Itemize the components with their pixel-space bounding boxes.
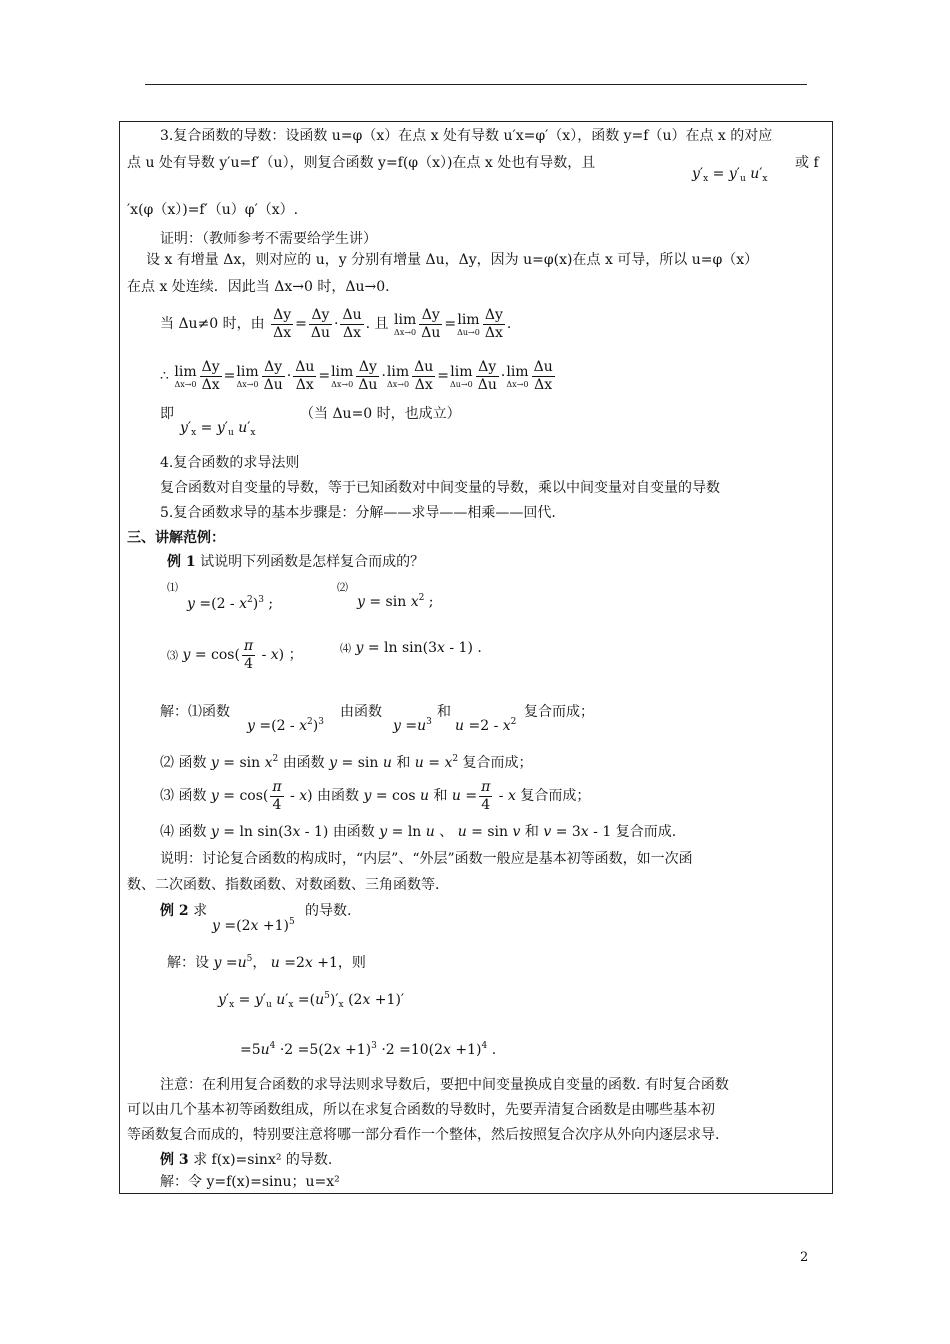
ex3-sol: 解：令 y=f(x)=sinu；u=x²	[160, 1174, 340, 1190]
sol3-a: ⑶ 函数	[160, 788, 207, 804]
ex1-note-line2: 数、二次函数、指数函数、对数函数、三角函数等.	[127, 877, 440, 893]
fraction-du-dx: $\frac{\Delta u}{\Delta x}$	[342, 306, 362, 341]
proof-line1: 设 x 有增量 Δx，则对应的 u，y 分别有增量 Δu，Δy，因为 u=φ(x)在点 x 可导，所以 u=φ（x）	[146, 252, 759, 268]
proof-title: 证明：（教师参考不需要给学生讲）	[160, 231, 377, 247]
sol2-a: ⑵ 函数	[160, 755, 207, 771]
examples-heading: 三、讲解范例：	[127, 530, 225, 546]
q2-label: ⑵	[337, 581, 348, 594]
sec5-text: 5.复合函数求导的基本步骤是：分解——求导——相乘——回代.	[160, 505, 556, 521]
header-rule	[145, 84, 807, 85]
therefore-symbol: ∴	[160, 368, 169, 384]
sec3-line3: ′x(φ（x）)=f′（u）φ′（x）.	[127, 202, 299, 218]
chain-rule-formula: $y'_x = y'_u$ $u'_x$	[692, 166, 768, 184]
proof-line2: 在点 x 处连续．因此当 Δx→0 时，Δu→0.	[127, 279, 390, 295]
sec3-line2-or: 或 f	[795, 155, 819, 171]
sol1-f3: $u =2 - x^2$	[455, 717, 517, 734]
sol3-d: 复合而成；	[520, 788, 591, 804]
ex2-title: 例 2	[160, 903, 189, 919]
sec4-body: 复合函数对自变量的导数，等于已知函数对中间变量的导数，乘以中间变量对自变量的导数	[160, 480, 720, 496]
sol1-f2: $y =u^3$	[393, 717, 432, 734]
sec3-line2	[127, 153, 595, 173]
sol1-mid: 由函数	[340, 704, 382, 720]
ex1-note-line1: 说明：讨论复合函数的构成时，“内层”、“外层”函数一般应是基本初等函数，如一次函	[160, 851, 693, 867]
proof-line3-and: 且	[374, 316, 389, 332]
ex2-sol-then: ，则	[337, 955, 366, 971]
ex2-formula: $y =(2x +1)^5$	[212, 917, 295, 934]
sol3-line: ⑶ 函数 y = cos( $\frac{\pi}{4}$ - x) 由函数 y = cos u 和 u = $\frac{\pi}{4}$ - x 复合而成；	[160, 778, 591, 813]
sol1-f1: $y =(2 - x^2)^3$	[247, 717, 324, 734]
fraction-dy-dx: $\frac{\Delta y}{\Delta x}$	[273, 306, 292, 341]
ex2-sol-line: 解：设 $y =u^5$， u =2x +1，则	[167, 954, 366, 971]
therefore-line: ∴ lim Δx→0 $\frac{\Delta y}{\Delta x}$ = lim Δx→0 $\frac{\Delta y}{\Delta u}$ · $\frac{\Delta u}{\Delta x}$ = lim Δx→0 $\frac{\Delta y}{\Delta u}$ · lim Δx→0 $\frac{\Delta u}{\Delta x}$ = lim Δu→0 $\frac{\Delta y}{\Delta u}$ · lim Δx→0 $\frac{\Delta u}{\Delta x}$	[160, 358, 553, 393]
proof-line3-text: 当 Δu≠0 时，由	[160, 316, 265, 332]
sec3-line1: 3.复合函数的导数：设函数 u=φ（x）在点 x 处有导数 u′x=φ′（x），函数 y=f（u）在点 x 的对应	[160, 128, 773, 144]
sol4-a: ⑷ 函数	[160, 824, 207, 840]
sol1-label: 解：⑴函数	[160, 704, 230, 720]
ex1-question: 试说明下列函数是怎样复合而成的？	[200, 554, 425, 570]
q2-formula: $y = \sin x^2$ ;	[357, 593, 434, 610]
fraction-dy-du: $\frac{\Delta y}{\Delta u}$	[310, 306, 331, 341]
ex3-line	[160, 1150, 332, 1170]
q4-line: ⑷ y = ln sin(3x - 1) .	[340, 640, 482, 656]
note-line3: 等函数复合而成的，特别要注意将哪一部分看作一个整体，然后按照复合次序从外向内逐层求导.	[127, 1127, 720, 1143]
sec4-title: 4.复合函数的求导法则	[160, 455, 300, 471]
ex1-line	[167, 552, 424, 572]
sol1-and: 和	[437, 704, 451, 720]
sol4-line: ⑷ 函数 y = ln sin(3x - 1) 由函数 y = ln u 、 u = sin v 和 v = 3x - 1 复合而成.	[160, 824, 677, 840]
lim-dx-0: lim Δx→0	[393, 311, 417, 337]
sol4-b: 由函数	[332, 824, 375, 840]
q4-label: ⑷	[340, 642, 351, 655]
sol3-c: 和	[433, 788, 448, 804]
ji-note: （当 Δu=0 时，也成立）	[300, 406, 461, 422]
ji-formula: $y'_x = y'_u$ $u'_x$	[180, 420, 256, 438]
proof-line3: 当 Δu≠0 时，由 $\frac{\Delta y}{\Delta x}$ = $\frac{\Delta y}{\Delta u}$ · $\frac{\Delta u}{\Delta x}$ . 且 lim Δx→0 $\frac{\Delta y}{\Delta u}$ = lim Δu→0 $\frac{\Delta y}{\Delta x}$ .	[160, 306, 512, 341]
sol1-line	[160, 702, 230, 722]
sol2-c: 和	[396, 755, 411, 771]
ex3-title: 例 3	[160, 1152, 189, 1168]
q3-line: ⑶ y = cos( $\frac{\pi}{4}$ - x) ；	[167, 637, 303, 672]
sol3-b: 由函数	[317, 788, 360, 804]
ex2-deriv-line2: $=5u^4 \cdot 2 =5(2x +1)^3 \cdot 2 =10(2x +1)^4$ .	[240, 1041, 497, 1058]
ex2-line	[160, 901, 207, 921]
ex1-title: 例 1	[167, 554, 196, 570]
ex2-deriv-line1: $y'_x = y'_u$ $u'_x =(u^5)'_x$ (2x +1)′	[218, 991, 405, 1010]
sol4-c: 、	[439, 824, 454, 840]
note-line1: 注意：在利用复合函数的求导法则求导数后，要把中间变量换成自变量的函数. 有时复合函数	[160, 1077, 729, 1093]
ji-label: 即	[160, 406, 174, 422]
ex2-sol: 解：设	[167, 955, 209, 971]
sec3-line2-text: 点 u 处有导数 y′u=f′（u），则复合函数 y=f(φ（x）)在点 x 处也有导数，且	[127, 155, 596, 171]
sol2-b: 由函数	[282, 755, 325, 771]
ex3-ask: 求 f(x)=sinx² 的导数.	[193, 1152, 333, 1168]
page-number: 2	[800, 1250, 809, 1265]
q3-label: ⑶	[167, 649, 178, 662]
note-line2: 可以由几个基本初等函数组成，所以在求复合函数的导数时，先要弄清复合函数是由哪些基本初	[127, 1102, 715, 1118]
sol4-d: 和	[524, 824, 539, 840]
sol1-end: 复合而成；	[524, 704, 594, 720]
q1-label: ⑴	[167, 581, 178, 594]
sol4-e: 复合而成.	[615, 824, 677, 840]
ex2-ask: 求	[193, 903, 208, 919]
q1-formula: $y =(2 - x^2)^3$ ;	[187, 595, 274, 612]
ex2-ask-end: 的导数.	[305, 903, 352, 919]
sol2-d: 复合而成；	[462, 755, 533, 771]
sol2-line: ⑵ 函数 $y = \sin x^2$ 由函数 y = sin u 和 $u = x^2$ 复合而成；	[160, 754, 533, 771]
